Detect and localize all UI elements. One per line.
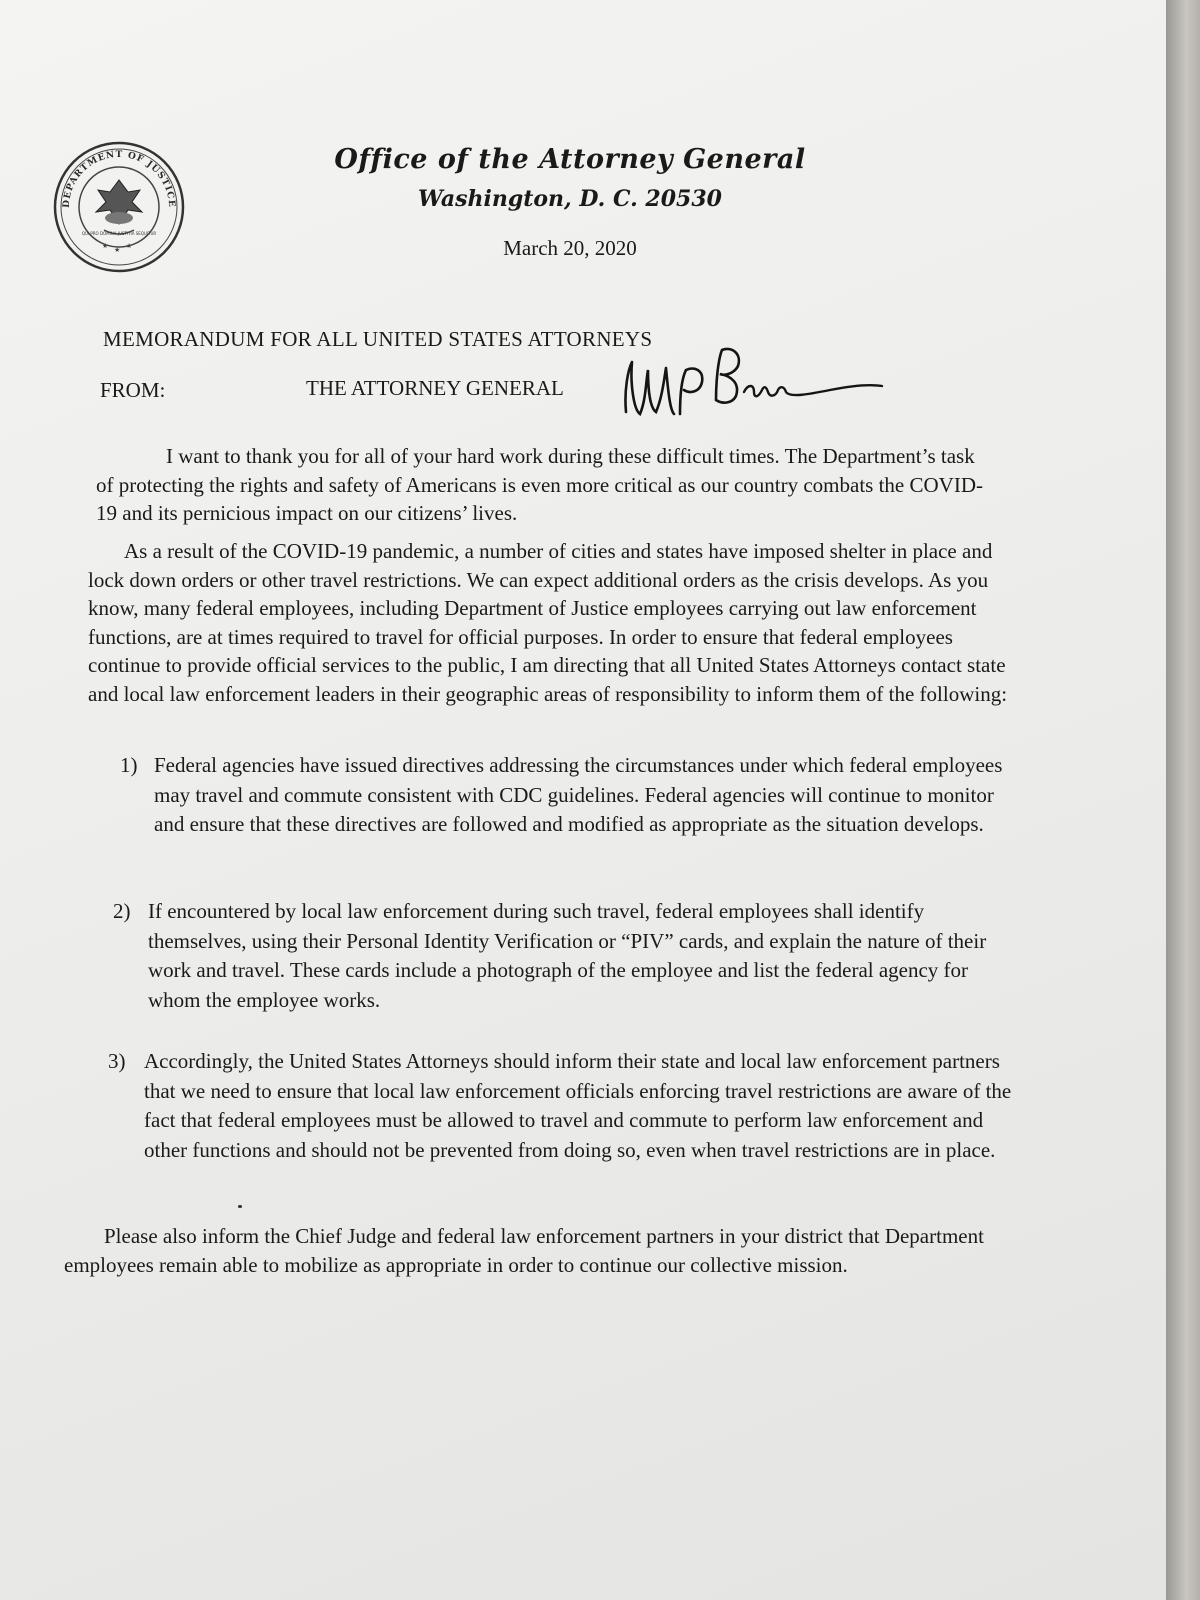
paragraph-1: I want to thank you for all of your hard work during these difficult times. The Department’s task of protecting the rights and safety of Americans is even more critical as our country combats the COVID-19 and its pernicious impact on our citizens’ lives. xyxy=(96,444,983,526)
list-text: Accordingly, the United States Attorneys should inform their state and local law enforcement partners that we need to ensure that local law enforcement officials enforcing travel restrictions are aware of the fact that federal employees must be allowed to travel and commute to perform law enforcement and other functions and should not be prevented from doing so, even when travel restrictions are in place. xyxy=(144,1049,1012,1162)
office-address: Washington, D. C. 20530 xyxy=(418,186,722,212)
doj-seal-icon xyxy=(52,140,186,274)
list-text: If encountered by local law enforcement during such travel, federal employees shall identify themselves, using their Personal Identity Verification or “PIV” cards, and explain the nature of their work and travel. These cards include a photograph of the employee and list the federal agency for whom the employee works. xyxy=(148,899,987,1012)
office-title: Office of the Attorney General xyxy=(334,144,806,175)
list-text: Federal agencies have issued directives addressing the circumstances under which federal employees may travel and commute consistent with CDC guidelines. Federal agencies will continue to monitor and ensure that these directives are followed and modified as appropriate as the situation develops. xyxy=(154,753,1003,836)
from-name: THE ATTORNEY GENERAL xyxy=(306,376,564,400)
list-number: 3) xyxy=(108,1049,126,1073)
seal-ring-text: DEPARTMENT OF JUSTICE xyxy=(61,149,177,209)
seal-motto: QUI PRO DOMINA JUSTITIA SEQUITUR xyxy=(81,231,157,236)
svg-text:★: ★ xyxy=(114,246,121,254)
from-label: FROM: xyxy=(100,378,166,402)
paragraph-closing: Please also inform the Chief Judge and federal law enforcement partners in your district that Department employees remain able to mobilize as appropriate in order to continue our collective mission. xyxy=(64,1224,984,1277)
stray-ink-mark xyxy=(238,1205,242,1208)
svg-text:★: ★ xyxy=(102,242,109,250)
list-number: 1) xyxy=(120,753,138,777)
memo-date: March 20, 2020 xyxy=(503,236,637,260)
list-number: 2) xyxy=(113,899,131,923)
memo-recipient: MEMORANDUM FOR ALL UNITED STATES ATTORNEYS xyxy=(103,327,653,351)
svg-text:★: ★ xyxy=(126,242,133,250)
background-edge xyxy=(1166,0,1200,1600)
signature xyxy=(620,340,890,430)
paragraph-2: As a result of the COVID-19 pandemic, a number of cities and states have imposed shelter in place and lock down orders or other travel restrictions. We can expect additional orders as the crisis develops. As you know, many federal employees, including Department of Justice employees carrying out law enforcement functions, are at times required to travel for official purposes. In order to ensure that federal employees continue to provide official services to the public, I am directing that all United States Attorneys contact state and local law enforcement leaders in their geographic areas of responsibility to inform them of the following: xyxy=(88,539,1008,706)
